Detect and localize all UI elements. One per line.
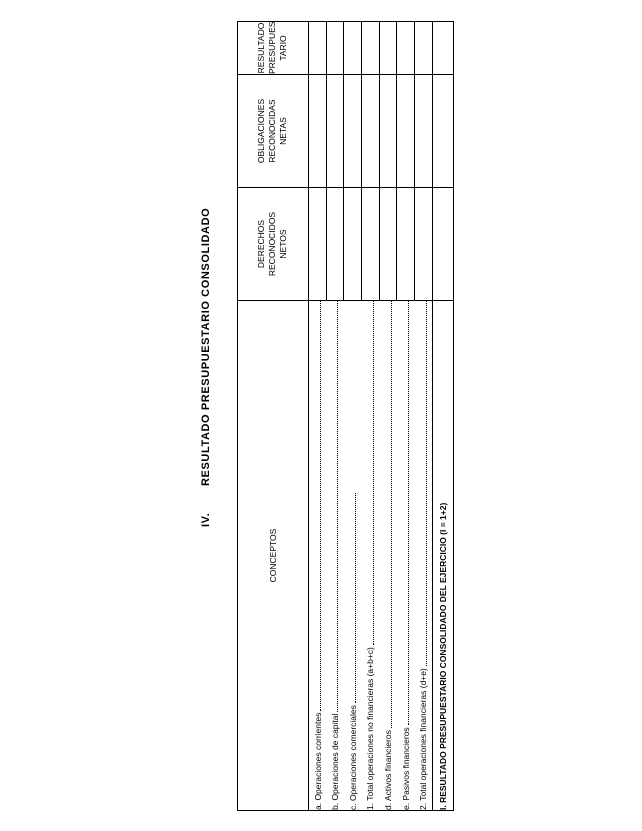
cell-resultado <box>397 22 415 75</box>
row-label: d. Activos financieros <box>383 730 394 810</box>
cell-resultado <box>362 22 380 75</box>
leader-dots <box>337 301 338 712</box>
table-row <box>362 22 380 811</box>
cell-obligaciones <box>379 75 397 188</box>
header-row <box>238 22 309 811</box>
header-resultado <box>238 22 309 75</box>
total-row-label: I. RESULTADO PRESUPUESTARIO CONSOLIDADO DEL EJERCICIO (I = 1+2) <box>432 301 453 811</box>
cell-obligaciones <box>415 75 433 188</box>
row-label: a. Operaciones corrientes <box>312 712 323 810</box>
cell-derechos <box>362 188 380 301</box>
row-label: e. Pasivos financieros <box>400 727 411 810</box>
header-concepts: CONCEPTOS <box>238 301 309 811</box>
header-obligaciones <box>238 75 309 188</box>
cell-derechos <box>379 188 397 301</box>
total-row <box>432 22 453 811</box>
cell-resultado <box>326 22 344 75</box>
leader-dots <box>391 301 392 728</box>
row-label: c. Operaciones comerciales <box>347 705 358 810</box>
cell-obligaciones <box>326 75 344 188</box>
header-derechos-line3: NETOS <box>278 229 289 259</box>
section-number: IV. <box>200 512 212 527</box>
header-derechos <box>238 188 309 301</box>
row-label: 1. Total operaciones no financieras (a+b+c) <box>365 647 376 810</box>
leader-dots <box>373 301 374 645</box>
header-resultado-line2: PRESUPUES <box>267 21 278 74</box>
cell-obligaciones <box>308 75 326 188</box>
header-obligaciones-line2: RECONOCIDAS <box>267 99 278 163</box>
table-row <box>379 22 397 811</box>
cell-obligaciones-total <box>432 75 453 188</box>
cell-obligaciones <box>362 75 380 188</box>
header-resultado-line3: TARIO <box>278 35 289 61</box>
leader-dots <box>355 493 356 703</box>
leader-dots <box>426 301 427 666</box>
row-label-cell <box>326 301 344 811</box>
cell-derechos <box>326 188 344 301</box>
row-label-cell <box>344 301 362 811</box>
leader-dots <box>320 301 321 711</box>
table-row <box>308 22 326 811</box>
leader-dots <box>408 301 409 725</box>
header-derechos-line2: RECONOCIDOS <box>267 211 278 277</box>
cell-derechos <box>397 188 415 301</box>
cell-obligaciones <box>397 75 415 188</box>
header-obligaciones-line1: OBLIGACIONES <box>256 98 267 164</box>
row-label-cell <box>415 301 433 811</box>
cell-resultado <box>415 22 433 75</box>
cell-obligaciones <box>344 75 362 188</box>
budget-result-table <box>237 21 454 811</box>
header-resultado-line1: RESULTADO <box>256 22 267 74</box>
row-label-cell <box>397 301 415 811</box>
cell-resultado <box>344 22 362 75</box>
cell-resultado <box>379 22 397 75</box>
row-label: 2. Total operaciones financieras (d+e) <box>418 668 429 810</box>
cell-derechos <box>344 188 362 301</box>
table-row <box>344 22 362 811</box>
table-row <box>326 22 344 811</box>
cell-resultado <box>308 22 326 75</box>
row-label-cell <box>379 301 397 811</box>
table-row <box>397 22 415 811</box>
cell-resultado-total <box>432 22 453 75</box>
row-label: b. Operaciones de capital <box>329 713 340 810</box>
row-label-cell <box>308 301 326 811</box>
cell-derechos <box>415 188 433 301</box>
header-obligaciones-line3: NETAS <box>278 117 289 145</box>
section-title: RESULTADO PRESUPUESTARIO CONSOLIDADO <box>200 207 212 486</box>
row-label-cell <box>362 301 380 811</box>
header-derechos-line1: DERECHOS <box>256 219 267 269</box>
cell-derechos <box>308 188 326 301</box>
cell-derechos-total <box>432 188 453 301</box>
table-row <box>415 22 433 811</box>
